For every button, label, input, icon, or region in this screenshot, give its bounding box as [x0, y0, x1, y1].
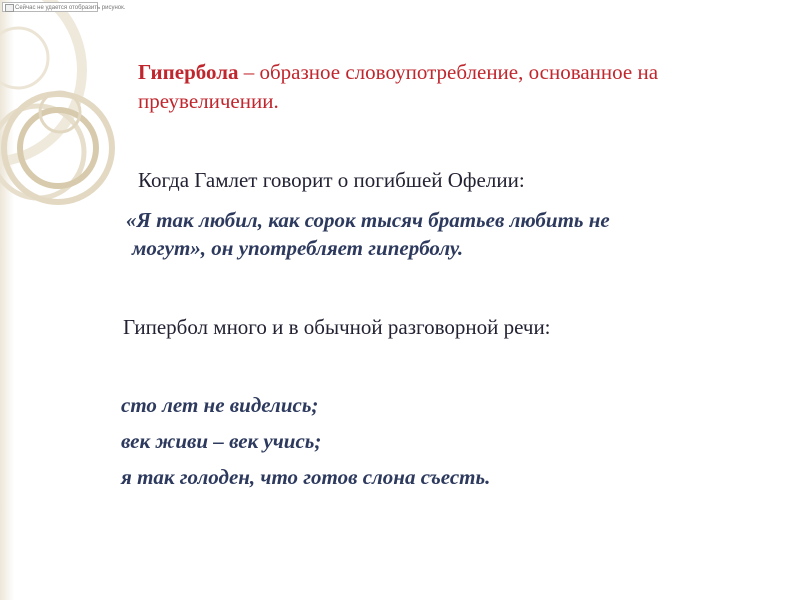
hamlet-intro: Когда Гамлет говорит о погибшей Офелии:: [138, 168, 525, 192]
decorative-rings: [0, 0, 120, 600]
hamlet-quote: [120, 206, 770, 262]
tooltip-text: Сейчас не удается отобразить рисунок.: [15, 5, 126, 11]
list-item: я так голоден, что готов слона съесть.: [121, 465, 491, 489]
list-item: сто лет не виделись;: [121, 393, 319, 417]
list-item: век живи – век учись;: [121, 429, 322, 453]
left-edge-gradient: [0, 0, 14, 600]
definition-term: Гипербола: [138, 60, 239, 84]
quote-line-2: могут», он употребляет гиперболу.: [132, 236, 464, 260]
definition-paragraph: [138, 58, 778, 116]
broken-image-icon: [5, 4, 14, 12]
image-placeholder-tooltip: [2, 2, 126, 12]
quote-line-1: «Я так любил, как сорок тысяч братьев любить не: [126, 208, 610, 232]
definition-text: – образное словоупотребление, основанное на преувеличении.: [138, 60, 659, 113]
examples-list: [121, 390, 490, 498]
everyday-lead: Гипербол много и в обычной разговорной речи:: [123, 315, 551, 339]
